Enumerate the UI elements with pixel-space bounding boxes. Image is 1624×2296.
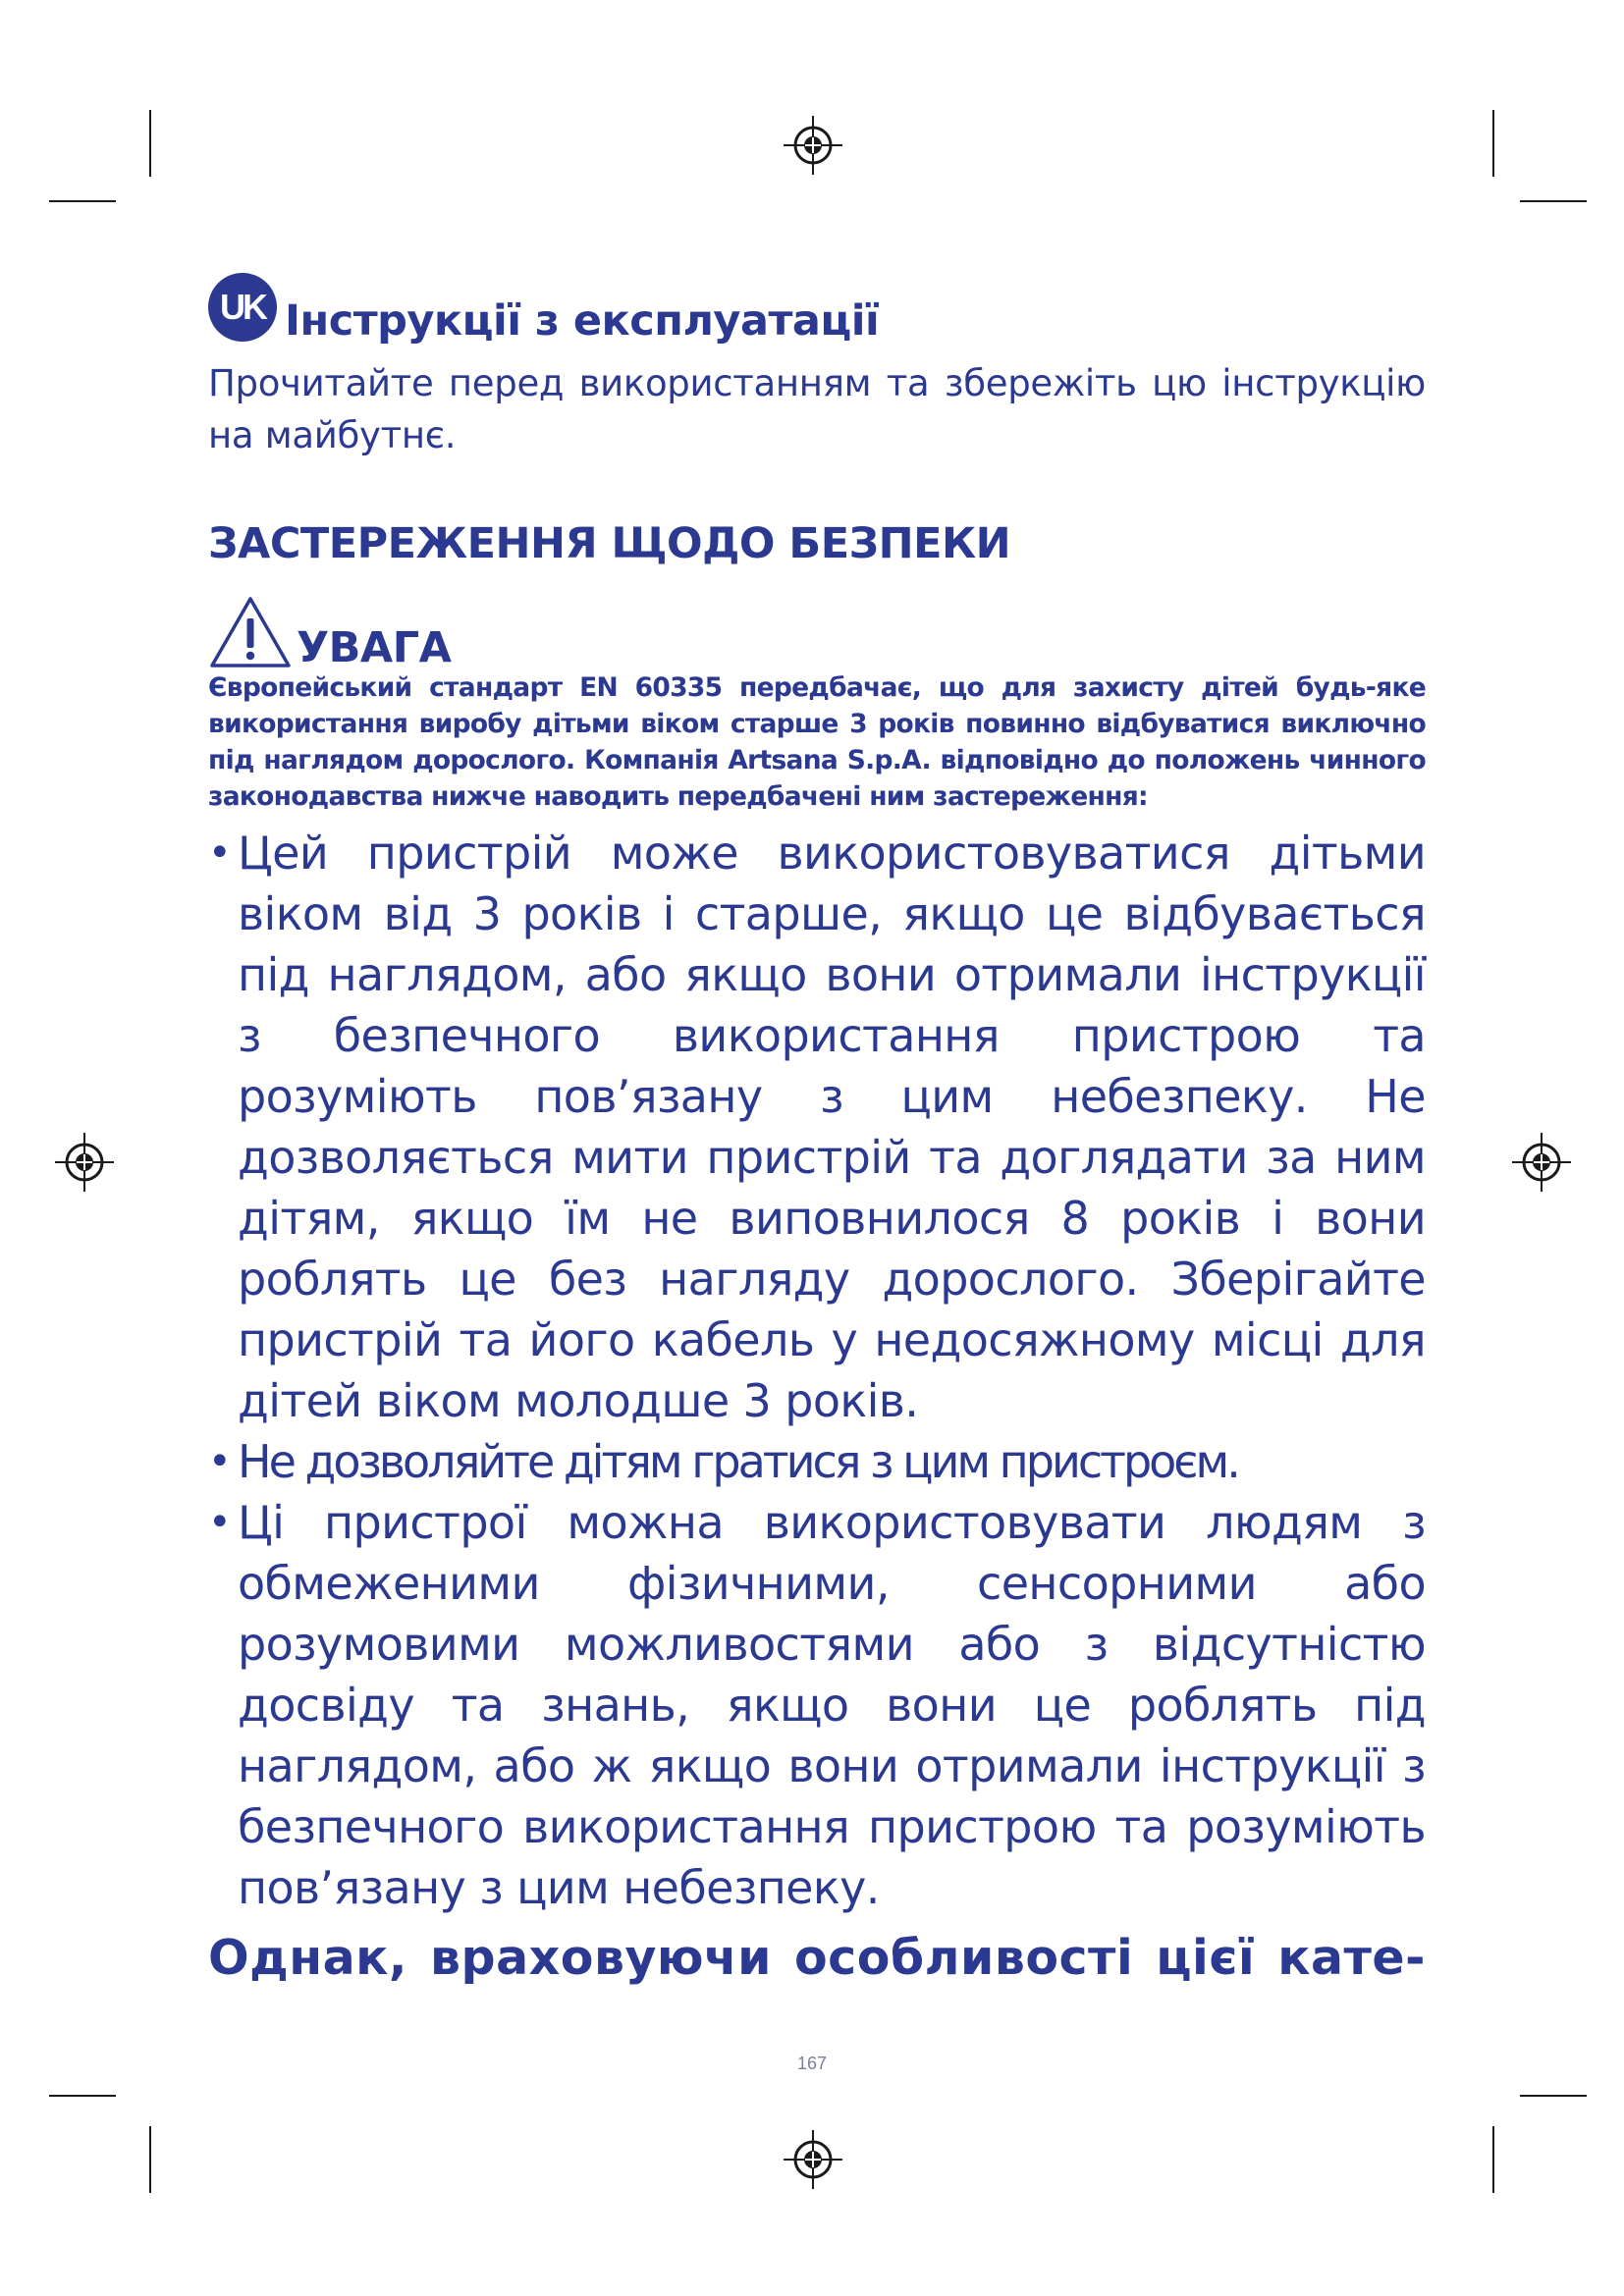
bullet-icon: • (208, 1500, 231, 1545)
crop-mark (1492, 110, 1494, 177)
crop-mark (49, 2095, 116, 2097)
bullet-icon: • (208, 1439, 229, 1484)
warning-label: УВАГА (297, 623, 452, 672)
crop-mark (149, 110, 151, 177)
bullet-text: Ці пристрої можна використовувати людям з обмеженими фізичними, сенсорними або розумовими можливостями або з відсутністю досвіду та знань, якщо вони це роблять під наглядом, або ж якщо вони отримали інструкції з безпечного використання пристрою та розуміють пов’язану з цим небезпеку. (238, 1496, 1426, 1914)
registration-mark-icon (784, 2130, 842, 2189)
section-title: ЗАСТЕРЕЖЕННЯ ЩОДО БЕЗПЕКИ (208, 519, 1011, 568)
page-title: Інструкції з експлуатації (285, 296, 880, 346)
list-item (208, 1431, 1426, 1492)
page-content (208, 265, 1426, 1989)
language-badge: UK (208, 273, 277, 342)
warning-triangle-icon (208, 595, 293, 669)
intro-text: Прочитайте перед використанням та збережіть цю інструкцію на майбутнє. (208, 362, 1426, 456)
registration-mark-icon (1512, 1133, 1571, 1192)
page-number: 167 (796, 2054, 828, 2073)
bullet-text: Цей пристрій може використовуватися дітьми віком від 3 років і старше, якщо це відбувається під наглядом, або якщо вони отримали інструкції з безпечного використання пристрою та розуміють пов’язану з цим небезпеку. Не дозволяється мити пристрій та доглядати за ним дітям, якщо їм не виповнилося 8 років і вони роблять це без нагляду дорослого. Зберігайте пристрій та його кабель у недосяжному місці для дітей віком молодше 3 років. (238, 827, 1426, 1427)
crop-mark (149, 2126, 151, 2193)
crop-mark (1520, 200, 1587, 202)
crop-mark (49, 200, 116, 202)
closing-text: Однак, враховуючи особливості цієї кате- (208, 1930, 1426, 1986)
title-row (208, 265, 1426, 346)
registration-mark-icon (784, 116, 842, 175)
bullet-icon: • (208, 830, 231, 876)
bullet-text: Не дозволяйте дітям гратися з цим пристроєм. (238, 1435, 1238, 1488)
crop-mark (1492, 2126, 1494, 2193)
warning-heading (208, 591, 1426, 672)
warning-text: Європейський стандарт EN 60335 передбачає, що для захисту дітей будь-яке використання виробу дітьми віком старше 3 років повинно відбуватися виключно під наглядом дорослого. Компанія Artsana S.p.A. відповідно до положень чинного законодавства нижче наводить передбачені ним застереження: (208, 672, 1426, 812)
safety-bullet-list (208, 823, 1426, 1918)
crop-mark (1520, 2095, 1587, 2097)
list-item (208, 1492, 1426, 1918)
list-item (208, 823, 1426, 1431)
registration-mark-icon (55, 1133, 114, 1192)
